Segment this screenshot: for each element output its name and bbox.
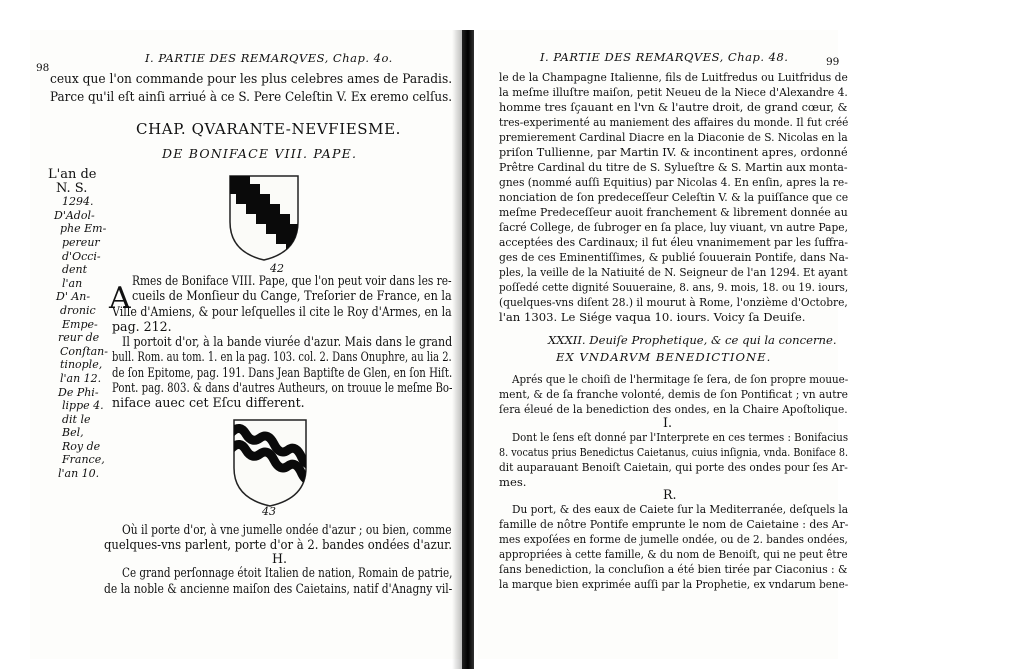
para4-line-2: de la noble & ancienne maiſon des Caietains, natif d'Anagny vil- (104, 581, 453, 596)
body-line: homme tres ſçauant en l'vn & l'autre droit, de grand cœur, & (499, 100, 848, 114)
margin-line: France, (62, 453, 105, 467)
right-page-number: 99 (826, 56, 840, 68)
section-letter-r: R. (663, 487, 677, 502)
body-line: premierement Cardinal Diacre en la Diaconie de S. Nicolas en la (499, 130, 848, 144)
interp-line: mes. (499, 475, 527, 489)
devise-para-line: ſera éleué de la benediction des ondes, en la Chaire Apoſtolique. (499, 402, 848, 416)
chapter-subtitle: DE BONIFACE VIII. PAPE. (162, 146, 358, 161)
para1-line-2: cueils de Monſieur du Cange, Treſorier de France, en la (132, 288, 452, 303)
para2-line-4: Pont. pag. 803. & dans d'autres Autheurs, on trouue le meſme Bo- (112, 380, 453, 395)
body-line: ſacré College, de ſubroger en ſa place, luy viuant, vn autre Pape, (499, 220, 848, 234)
final-line: mes expoſées en forme de jumelle ondée, ou de 2. bandes ondées, (499, 532, 848, 546)
margin-line: Empe- (62, 317, 98, 331)
margin-line: dit le (62, 412, 91, 426)
devise-para-line: Aprés que le choiſi de l'hermitage ſe ſera, de ſon propre mouue- (512, 372, 849, 386)
left-running-header: I. PARTIE DES REMARQVES, Chap. 4o. (145, 51, 393, 65)
coat-of-arms-1-icon (226, 172, 302, 264)
intro-line-1: ceux que l'on commande pour les plus celebres ames de Paradis. (50, 71, 453, 86)
body-line: poſſedé cette dignité Souueraine, 8. ans, 9. mois, 18. ou 19. iours, (499, 280, 849, 294)
figure-1-number: 42 (270, 262, 284, 275)
margin-note (48, 168, 108, 481)
para2-line-2: bull. Rom. au tom. 1. en la pag. 103. col. 2. Dans Onuphre, au lia 2. (112, 349, 452, 364)
interp-line: 8. vocatus prius Benedictus Caietanus, cuius inſignia, vnda. Boniface 8. (499, 445, 849, 459)
coat-of-arms-2-icon (230, 416, 310, 510)
devise-motto: EX VNDARVM BENEDICTIONE. (556, 350, 772, 364)
margin-line: L'an de (48, 167, 97, 182)
margin-line: lippe 4. (62, 399, 104, 413)
body-line: priſon Tullienne, par Martin IV. & incontinent apres, ordonné (499, 145, 848, 159)
para2-line-3: de ſon Epitome, pag. 191. Dans Jean Baptiſte de Glen, en ſon Hiſt. (112, 365, 453, 380)
margin-line: l'an 10. (58, 467, 100, 481)
intro-line-2: Parce qu'il eſt ainſi arriué à ce S. Pere Celeſtin V. Ex eremo celſus. (50, 89, 453, 104)
devise-para-line: ment, & de ſa franche volonté, demis de ſon Pontificat ; vn autre (499, 387, 848, 401)
body-line: nonciation de ſon predeceſſeur Celeſtin V. & la puiſſance que ce (499, 190, 849, 204)
left-page-number: 98 (36, 62, 50, 74)
drop-cap: A (109, 281, 131, 316)
para1-line-4: pag. 212. (112, 319, 172, 334)
right-running-header: I. PARTIE DES REMARQVES, Chap. 48. (540, 50, 789, 64)
interp-line: dit auparauant Benoiſt Caietain, qui porte des ondes pour ſes Ar- (499, 460, 848, 474)
body-line: ges de ces Eminentiſſimes, & publié ſouuerain Pontife, dans Na- (499, 250, 849, 264)
para3-line-1: Où il porte d'or, à vne jumelle ondée d'azur ; ou bien, comme (122, 522, 452, 537)
para1-line-1: Rmes de Boniface VIII. Pape, que l'on peut voir dans les re- (132, 273, 452, 288)
interp-line: Dont le ſens eſt donné par l'Interprete en ces termes : Bonifacius (512, 430, 849, 444)
margin-line: 1294. (62, 195, 94, 209)
body-line: ples, la veille de la Natiuité de N. Seigneur de l'an 1294. Et ayant (499, 265, 848, 279)
margin-line: Roy de (62, 439, 101, 453)
margin-line: dronic (60, 303, 96, 317)
margin-line: N. S. (56, 180, 88, 196)
body-line: acceptées des Cardinaux; il fut éleu vnanimement par les ſuffra- (499, 235, 848, 249)
margin-line: l'an 12. (60, 371, 102, 385)
margin-line: tinople, (60, 358, 103, 372)
body-line: meſme Predeceſſeur auoit franchement & librement donnée au (499, 205, 848, 219)
para2-line-5: niface auec cet Eſcu different. (112, 395, 305, 410)
para3-line-2: quelques-vns parlent, porte d'or à 2. bandes ondées d'azur. (104, 537, 453, 552)
body-line: gnes (nommé auſſi Equitius) par Nicolas 4. En enſin, apres la re- (499, 175, 848, 189)
section-letter-i: I. (663, 415, 672, 430)
book-spine (462, 30, 474, 669)
margin-line: pereur (62, 235, 100, 249)
body-line: tres-experimenté au maniement des affaires du monde. Il fut créé (499, 115, 849, 129)
para2-line-1: Il portoit d'or, à la bande viurée d'azur. Mais dans le grand (122, 334, 453, 349)
margin-line: Conſtan- (60, 344, 108, 358)
margin-line: d'Occi- (62, 249, 101, 263)
margin-line: dent (62, 263, 88, 277)
final-line: la marque bien exprimée auſſi par la Prophetie, ex vndarum bene- (499, 577, 849, 591)
margin-line: phe Em- (60, 222, 107, 236)
margin-line: De Phi- (58, 385, 99, 399)
body-line: (quelques-vns diſent 28.) il mourut à Rome, l'onzième d'Octobre, (499, 295, 848, 309)
final-line: famille de nôtre Pontife emprunte le nom de Caietaine : des Ar- (499, 517, 849, 531)
section-letter-h: H. (272, 551, 287, 566)
para4-line-1: Ce grand perſonnage étoit Italien de nation, Romain de patrie, (122, 565, 453, 580)
body-line: l'an 1303. Le Siége vaqua 10. iours. Voicy ſa Deuiſe. (499, 310, 806, 324)
gutter-shadow (452, 30, 462, 669)
body-line: le de la Champagne Italienne, fils de Luitfredus ou Luitfridus de (499, 70, 848, 84)
body-line: la meſme illuſtre maiſon, petit Neueu de la Niece d'Alexandre 4. (499, 85, 848, 99)
margin-line: reur de (58, 331, 100, 345)
final-line: Du port, & des eaux de Caiete ſur la Mediterranée, deſquels la (512, 502, 849, 516)
margin-line: Bel, (62, 426, 84, 440)
body-line: Prêtre Cardinal du titre de S. Sylueſtre & S. Martin aux monta- (499, 160, 848, 174)
chapter-title: CHAP. QVARANTE-NEVFIESME. (136, 120, 402, 138)
final-line: appropriées à cette famille, & du nom de Benoiſt, qui ne peut être (499, 547, 848, 561)
para1-line-3: Ville d'Amiens, & pour leſquelles il cite le Roy d'Armes, en la (112, 304, 452, 319)
margin-line: l'an (62, 276, 83, 290)
margin-line: D' An- (56, 290, 91, 304)
figure-2-number: 43 (262, 505, 276, 518)
devise-heading: XXXII. Deuiſe Prophetique, & ce qui la concerne. (548, 333, 837, 347)
final-line: ſans benediction, la concluſion a été bien tirée par Ciaconius : & (499, 562, 848, 576)
margin-line: D'Adol- (54, 208, 95, 222)
